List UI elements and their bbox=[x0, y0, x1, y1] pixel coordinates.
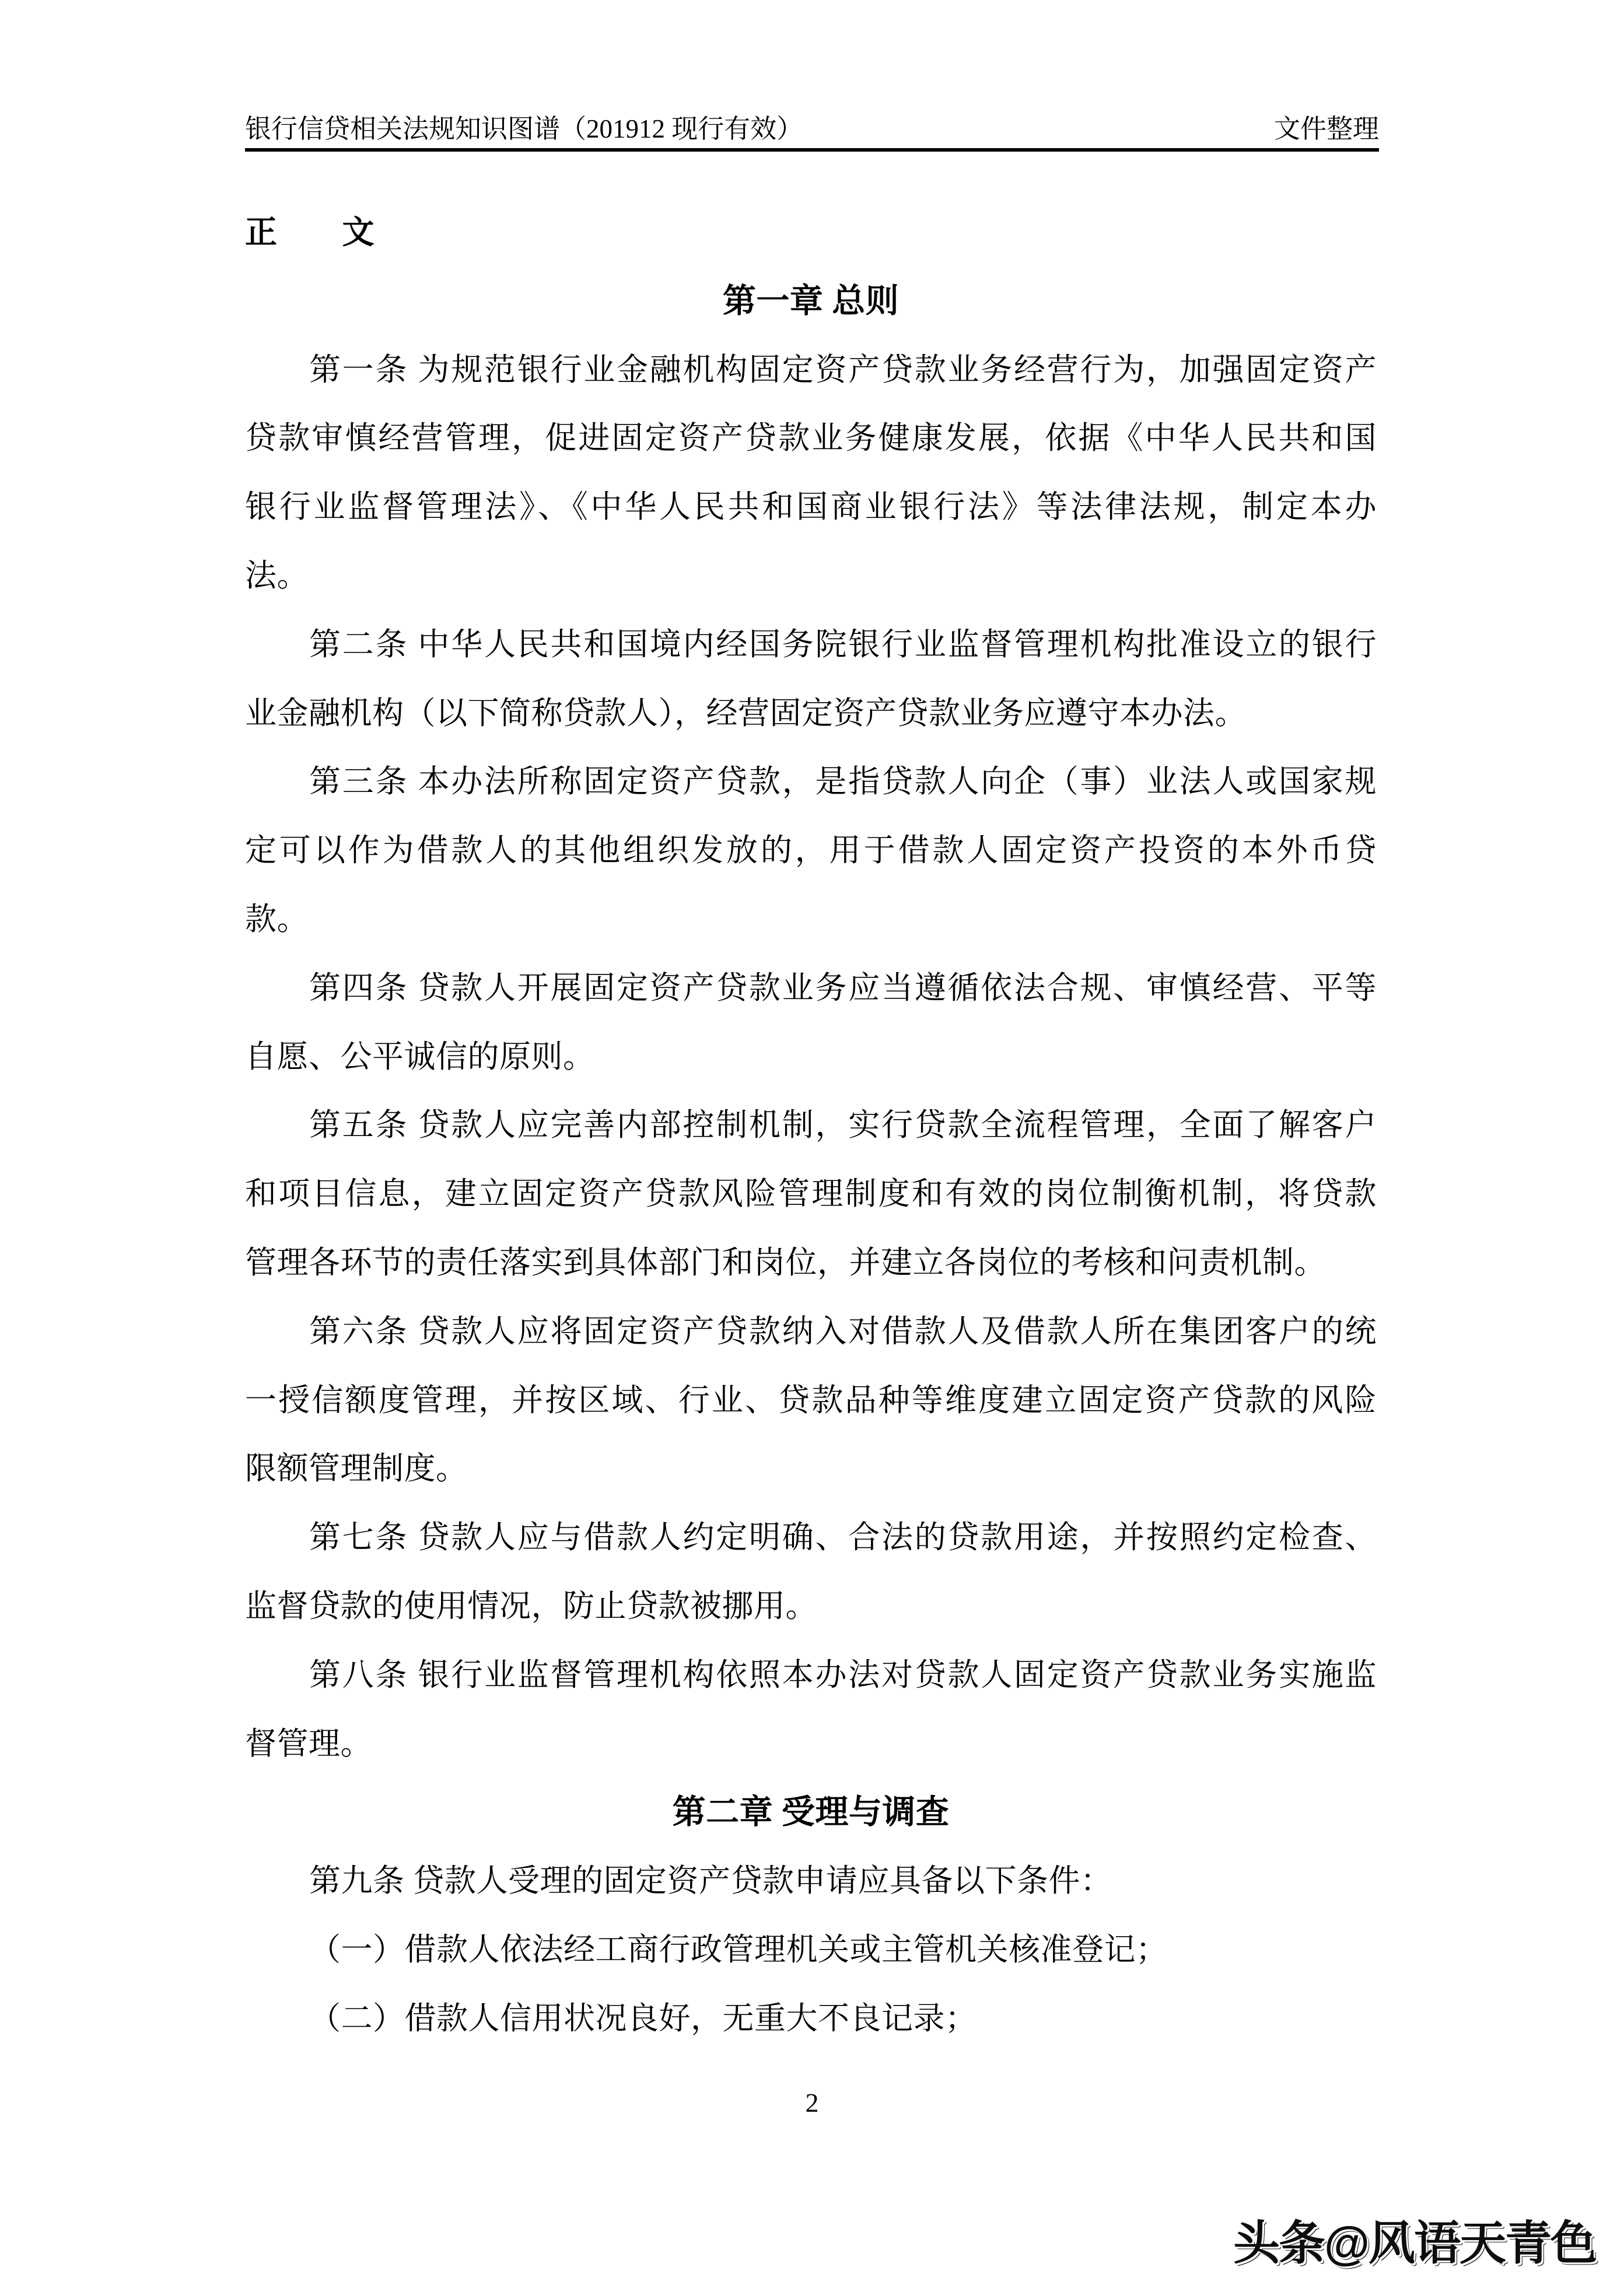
document-body bbox=[245, 198, 1377, 2053]
paragraph-line: 第六条 贷款人应将固定资产贷款纳入对借款人及借款人所在集团客户的统 bbox=[309, 1313, 1377, 1349]
watermark-text: 头条@风语天青色 bbox=[1233, 2217, 1596, 2269]
paragraph-line: 第八条 银行业监督管理机构依照本办法对贷款人固定资产贷款业务实施监 bbox=[309, 1657, 1377, 1692]
paragraph-line: 定可以作为借款人的其他组织发放的，用于借款人固定资产投资的本外币贷 bbox=[245, 833, 1377, 868]
paragraph-line: 督管理。 bbox=[245, 1726, 372, 1761]
paragraph-line: 管理各环节的责任落实到具体部门和岗位，并建立各岗位的考核和问责机制。 bbox=[245, 1245, 1326, 1280]
paragraph-line: 第二条 中华人民共和国境内经国务院银行业监督管理机构批准设立的银行 bbox=[309, 626, 1377, 662]
header-right-label: 文件整理 bbox=[1273, 114, 1379, 143]
paragraph-line: 法。 bbox=[245, 558, 309, 593]
paragraph-line: 业金融机构（以下简称贷款人），经营固定资产贷款业务应遵守本办法。 bbox=[245, 695, 1247, 731]
paragraph-line: 一授信额度管理，并按区域、行业、贷款品种等维度建立固定资产贷款的风险 bbox=[245, 1382, 1377, 1418]
paragraph-line: 和项目信息，建立固定资产贷款风险管理制度和有效的岗位制衡机制，将贷款 bbox=[245, 1176, 1377, 1212]
paragraph-line: 第五条 贷款人应完善内部控制机制，实行贷款全流程管理，全面了解客户 bbox=[309, 1107, 1377, 1143]
paragraph-line: 第七条 贷款人应与借款人约定明确、合法的贷款用途，并按照约定检查、 bbox=[309, 1520, 1377, 1555]
chapter-heading: 第二章 受理与调查 bbox=[672, 1794, 950, 1831]
paragraph-line: （一）借款人依法经工商行政管理机关或主管机关核准登记； bbox=[309, 1932, 1168, 1967]
paragraph-line: 监督贷款的使用情况，防止贷款被挪用。 bbox=[245, 1588, 817, 1624]
paragraph-line: 贷款审慎经营管理，促进固定资产贷款业务健康发展，依据《中华人民共和国 bbox=[245, 420, 1377, 456]
page-header bbox=[245, 110, 1379, 152]
paragraph-line: （二）借款人信用状况良好，无重大不良记录； bbox=[309, 2000, 977, 2036]
paragraph-line: 第三条 本办法所称固定资产贷款，是指贷款人向企（事）业法人或国家规 bbox=[309, 764, 1377, 800]
body-title: 正 文 bbox=[245, 215, 375, 250]
chapter-heading: 第一章 总则 bbox=[722, 282, 900, 320]
paragraph-line: 第一条 为规范银行业金融机构固定资产贷款业务经营行为，加强固定资产 bbox=[309, 352, 1377, 387]
paragraph-line: 第四条 贷款人开展固定资产贷款业务应当遵循依法合规、审慎经营、平等 bbox=[309, 970, 1377, 1005]
page-number: 2 bbox=[805, 2088, 819, 2118]
paragraph-line: 银行业监督管理法》、《中华人民共和国商业银行法》等法律法规，制定本办 bbox=[245, 489, 1377, 525]
header-document-title: 银行信贷相关法规知识图谱（201912 现行有效） bbox=[245, 114, 803, 143]
paragraph-line: 自愿、公平诚信的原则。 bbox=[245, 1039, 595, 1074]
paragraph-line: 第九条 贷款人受理的固定资产贷款申请应具备以下条件： bbox=[309, 1863, 1112, 1899]
paragraph-line: 限额管理制度。 bbox=[245, 1451, 468, 1487]
paragraph-line: 款。 bbox=[245, 901, 309, 937]
